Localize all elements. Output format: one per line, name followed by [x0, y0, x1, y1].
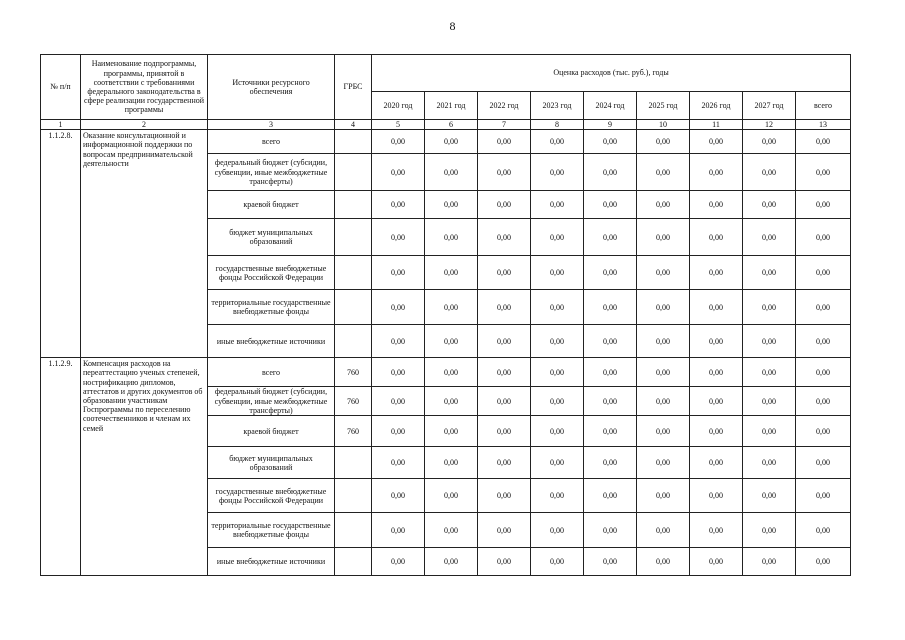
expense-value: 0,00 — [531, 416, 584, 447]
expense-value: 0,00 — [531, 191, 584, 219]
expense-value: 0,00 — [743, 191, 796, 219]
expense-value: 0,00 — [743, 513, 796, 548]
expense-value: 0,00 — [478, 219, 531, 256]
grbs-code — [335, 548, 372, 576]
expense-value: 0,00 — [584, 130, 637, 154]
expense-value: 0,00 — [478, 447, 531, 479]
column-numbers-row — [41, 120, 851, 130]
expense-value: 0,00 — [584, 416, 637, 447]
funding-source: иные внебюджетные источники — [208, 548, 335, 576]
header-col-sources: Источники ресурсного обеспечения — [208, 55, 335, 120]
expense-value: 0,00 — [372, 130, 425, 154]
header-col-estimate: Оценка расходов (тыс. руб.), годы — [372, 55, 851, 92]
expense-value: 0,00 — [425, 447, 478, 479]
expense-value: 0,00 — [796, 447, 851, 479]
expense-value: 0,00 — [372, 290, 425, 325]
expense-value: 0,00 — [690, 325, 743, 358]
funding-source: краевой бюджет — [208, 191, 335, 219]
expense-value: 0,00 — [690, 154, 743, 191]
expense-value: 0,00 — [637, 130, 690, 154]
expense-value: 0,00 — [743, 479, 796, 513]
funding-source: территориальные государственные внебюджетные фонды — [208, 290, 335, 325]
expense-value: 0,00 — [690, 447, 743, 479]
expense-value: 0,00 — [372, 191, 425, 219]
expense-value: 0,00 — [584, 219, 637, 256]
expense-value: 0,00 — [531, 548, 584, 576]
funding-source: федеральный бюджет (субсидии, субвенции, иные межбюджетные трансферты) — [208, 387, 335, 416]
column-number: 1 — [41, 120, 81, 130]
budget-table — [40, 54, 851, 576]
expense-value: 0,00 — [690, 479, 743, 513]
expense-value: 0,00 — [584, 548, 637, 576]
expense-value: 0,00 — [425, 416, 478, 447]
column-number: 6 — [425, 120, 478, 130]
expense-value: 0,00 — [690, 548, 743, 576]
column-number: 11 — [690, 120, 743, 130]
column-number: 8 — [531, 120, 584, 130]
header-year: 2022 год — [478, 92, 531, 120]
expense-value: 0,00 — [637, 358, 690, 387]
expense-value: 0,00 — [690, 256, 743, 290]
table-row — [41, 130, 851, 154]
program-name: Компенсация расходов на переаттестацию ученых степеней, нострификацию дипломов, аттестатов и других документов об образовании участникам Госпрограммы по переселению соотечественников и членам их семей — [81, 358, 208, 576]
expense-value: 0,00 — [796, 325, 851, 358]
expense-value: 0,00 — [478, 358, 531, 387]
header-col-no: № п/п — [41, 55, 81, 120]
expense-value: 0,00 — [425, 387, 478, 416]
expense-value: 0,00 — [372, 387, 425, 416]
expense-value: 0,00 — [637, 325, 690, 358]
expense-value: 0,00 — [584, 358, 637, 387]
expense-value: 0,00 — [637, 219, 690, 256]
expense-value: 0,00 — [796, 219, 851, 256]
expense-value: 0,00 — [690, 191, 743, 219]
expense-value: 0,00 — [743, 387, 796, 416]
expense-value: 0,00 — [372, 548, 425, 576]
grbs-code — [335, 290, 372, 325]
expense-value: 0,00 — [425, 479, 478, 513]
expense-value: 0,00 — [584, 325, 637, 358]
expense-value: 0,00 — [637, 513, 690, 548]
grbs-code — [335, 154, 372, 191]
expense-value: 0,00 — [743, 548, 796, 576]
expense-value: 0,00 — [796, 290, 851, 325]
expense-value: 0,00 — [478, 130, 531, 154]
expense-value: 0,00 — [531, 256, 584, 290]
expense-value: 0,00 — [531, 479, 584, 513]
page-number: 8 — [449, 19, 456, 33]
column-number: 5 — [372, 120, 425, 130]
expense-value: 0,00 — [690, 130, 743, 154]
header-year: 2026 год — [690, 92, 743, 120]
funding-source: иные внебюджетные источники — [208, 325, 335, 358]
expense-value: 0,00 — [637, 447, 690, 479]
column-number: 2 — [81, 120, 208, 130]
expense-value: 0,00 — [584, 256, 637, 290]
expense-value: 0,00 — [584, 447, 637, 479]
header-year: 2021 год — [425, 92, 478, 120]
grbs-code — [335, 325, 372, 358]
funding-source: территориальные государственные внебюджетные фонды — [208, 513, 335, 548]
expense-value: 0,00 — [478, 513, 531, 548]
funding-source: бюджет муниципальных образований — [208, 447, 335, 479]
funding-source: краевой бюджет — [208, 416, 335, 447]
expense-value: 0,00 — [637, 548, 690, 576]
expense-value: 0,00 — [637, 154, 690, 191]
expense-value: 0,00 — [690, 290, 743, 325]
expense-value: 0,00 — [531, 325, 584, 358]
expense-value: 0,00 — [425, 219, 478, 256]
expense-value: 0,00 — [743, 358, 796, 387]
expense-value: 0,00 — [690, 387, 743, 416]
expense-value: 0,00 — [372, 325, 425, 358]
grbs-code — [335, 191, 372, 219]
expense-value: 0,00 — [531, 447, 584, 479]
expense-value: 0,00 — [690, 513, 743, 548]
column-number: 9 — [584, 120, 637, 130]
expense-value: 0,00 — [531, 154, 584, 191]
expense-value: 0,00 — [531, 219, 584, 256]
column-number: 3 — [208, 120, 335, 130]
expense-value: 0,00 — [637, 256, 690, 290]
row-number: 1.1.2.9. — [41, 358, 81, 576]
expense-value: 0,00 — [372, 447, 425, 479]
expense-value: 0,00 — [690, 219, 743, 256]
expense-value: 0,00 — [796, 548, 851, 576]
header-year: всего — [796, 92, 851, 120]
grbs-code — [335, 447, 372, 479]
expense-value: 0,00 — [637, 479, 690, 513]
expense-value: 0,00 — [478, 290, 531, 325]
grbs-code — [335, 479, 372, 513]
expense-value: 0,00 — [637, 416, 690, 447]
funding-source: всего — [208, 358, 335, 387]
expense-value: 0,00 — [372, 256, 425, 290]
funding-source: бюджет муниципальных образований — [208, 219, 335, 256]
expense-value: 0,00 — [531, 358, 584, 387]
funding-source: федеральный бюджет (субсидии, субвенции, иные межбюджетные трансферты) — [208, 154, 335, 191]
grbs-code: 760 — [335, 416, 372, 447]
header-year: 2020 год — [372, 92, 425, 120]
expense-value: 0,00 — [584, 513, 637, 548]
expense-value: 0,00 — [425, 548, 478, 576]
expense-value: 0,00 — [796, 479, 851, 513]
expense-value: 0,00 — [584, 387, 637, 416]
header-year: 2025 год — [637, 92, 690, 120]
grbs-code: 760 — [335, 358, 372, 387]
grbs-code — [335, 219, 372, 256]
expense-value: 0,00 — [796, 154, 851, 191]
column-number: 4 — [335, 120, 372, 130]
expense-value: 0,00 — [478, 154, 531, 191]
expense-value: 0,00 — [743, 416, 796, 447]
expense-value: 0,00 — [531, 513, 584, 548]
funding-source: государственные внебюджетные фонды Российской Федерации — [208, 479, 335, 513]
column-number: 10 — [637, 120, 690, 130]
header-year: 2023 год — [531, 92, 584, 120]
expense-value: 0,00 — [425, 191, 478, 219]
funding-source: всего — [208, 130, 335, 154]
expense-value: 0,00 — [425, 325, 478, 358]
grbs-code — [335, 256, 372, 290]
expense-value: 0,00 — [372, 358, 425, 387]
column-number: 12 — [743, 120, 796, 130]
expense-value: 0,00 — [372, 416, 425, 447]
header-col-name: Наименование подпрограммы, программы, принятой в соответствии с требованиями федерального законодательства в сфере реализации государственной программы — [81, 55, 208, 120]
table-body — [41, 130, 851, 576]
expense-value: 0,00 — [690, 416, 743, 447]
table-row — [41, 358, 851, 387]
expense-value: 0,00 — [584, 479, 637, 513]
expense-value: 0,00 — [425, 154, 478, 191]
expense-value: 0,00 — [372, 154, 425, 191]
expense-value: 0,00 — [584, 154, 637, 191]
expense-value: 0,00 — [743, 219, 796, 256]
expense-value: 0,00 — [372, 219, 425, 256]
expense-value: 0,00 — [425, 358, 478, 387]
expense-value: 0,00 — [531, 290, 584, 325]
funding-source: государственные внебюджетные фонды Российской Федерации — [208, 256, 335, 290]
expense-value: 0,00 — [584, 191, 637, 219]
header-year: 2024 год — [584, 92, 637, 120]
expense-value: 0,00 — [796, 256, 851, 290]
expense-value: 0,00 — [425, 256, 478, 290]
column-number: 13 — [796, 120, 851, 130]
expense-value: 0,00 — [743, 447, 796, 479]
expense-value: 0,00 — [743, 256, 796, 290]
expense-value: 0,00 — [425, 513, 478, 548]
expense-value: 0,00 — [637, 290, 690, 325]
expense-value: 0,00 — [796, 416, 851, 447]
header-year: 2027 год — [743, 92, 796, 120]
expense-value: 0,00 — [796, 130, 851, 154]
column-number: 7 — [478, 120, 531, 130]
expense-value: 0,00 — [584, 290, 637, 325]
grbs-code — [335, 130, 372, 154]
expense-value: 0,00 — [372, 513, 425, 548]
expense-value: 0,00 — [478, 416, 531, 447]
expense-value: 0,00 — [425, 130, 478, 154]
expense-value: 0,00 — [478, 479, 531, 513]
expense-value: 0,00 — [531, 130, 584, 154]
expense-value: 0,00 — [637, 387, 690, 416]
expense-value: 0,00 — [796, 387, 851, 416]
grbs-code — [335, 513, 372, 548]
expense-value: 0,00 — [743, 325, 796, 358]
row-number: 1.1.2.8. — [41, 130, 81, 358]
header-col-grbs: ГРБС — [335, 55, 372, 120]
expense-value: 0,00 — [478, 256, 531, 290]
expense-value: 0,00 — [743, 130, 796, 154]
expense-value: 0,00 — [637, 191, 690, 219]
expense-value: 0,00 — [425, 290, 478, 325]
expense-value: 0,00 — [796, 191, 851, 219]
expense-value: 0,00 — [372, 479, 425, 513]
expense-value: 0,00 — [531, 387, 584, 416]
grbs-code: 760 — [335, 387, 372, 416]
expense-value: 0,00 — [796, 513, 851, 548]
expense-value: 0,00 — [478, 191, 531, 219]
program-name: Оказание консультационной и информационной поддержки по вопросам предпринимательской деятельности — [81, 130, 208, 358]
expense-value: 0,00 — [478, 325, 531, 358]
expense-value: 0,00 — [743, 290, 796, 325]
expense-value: 0,00 — [478, 548, 531, 576]
expense-value: 0,00 — [478, 387, 531, 416]
expense-value: 0,00 — [743, 154, 796, 191]
expense-value: 0,00 — [796, 358, 851, 387]
expense-value: 0,00 — [690, 358, 743, 387]
